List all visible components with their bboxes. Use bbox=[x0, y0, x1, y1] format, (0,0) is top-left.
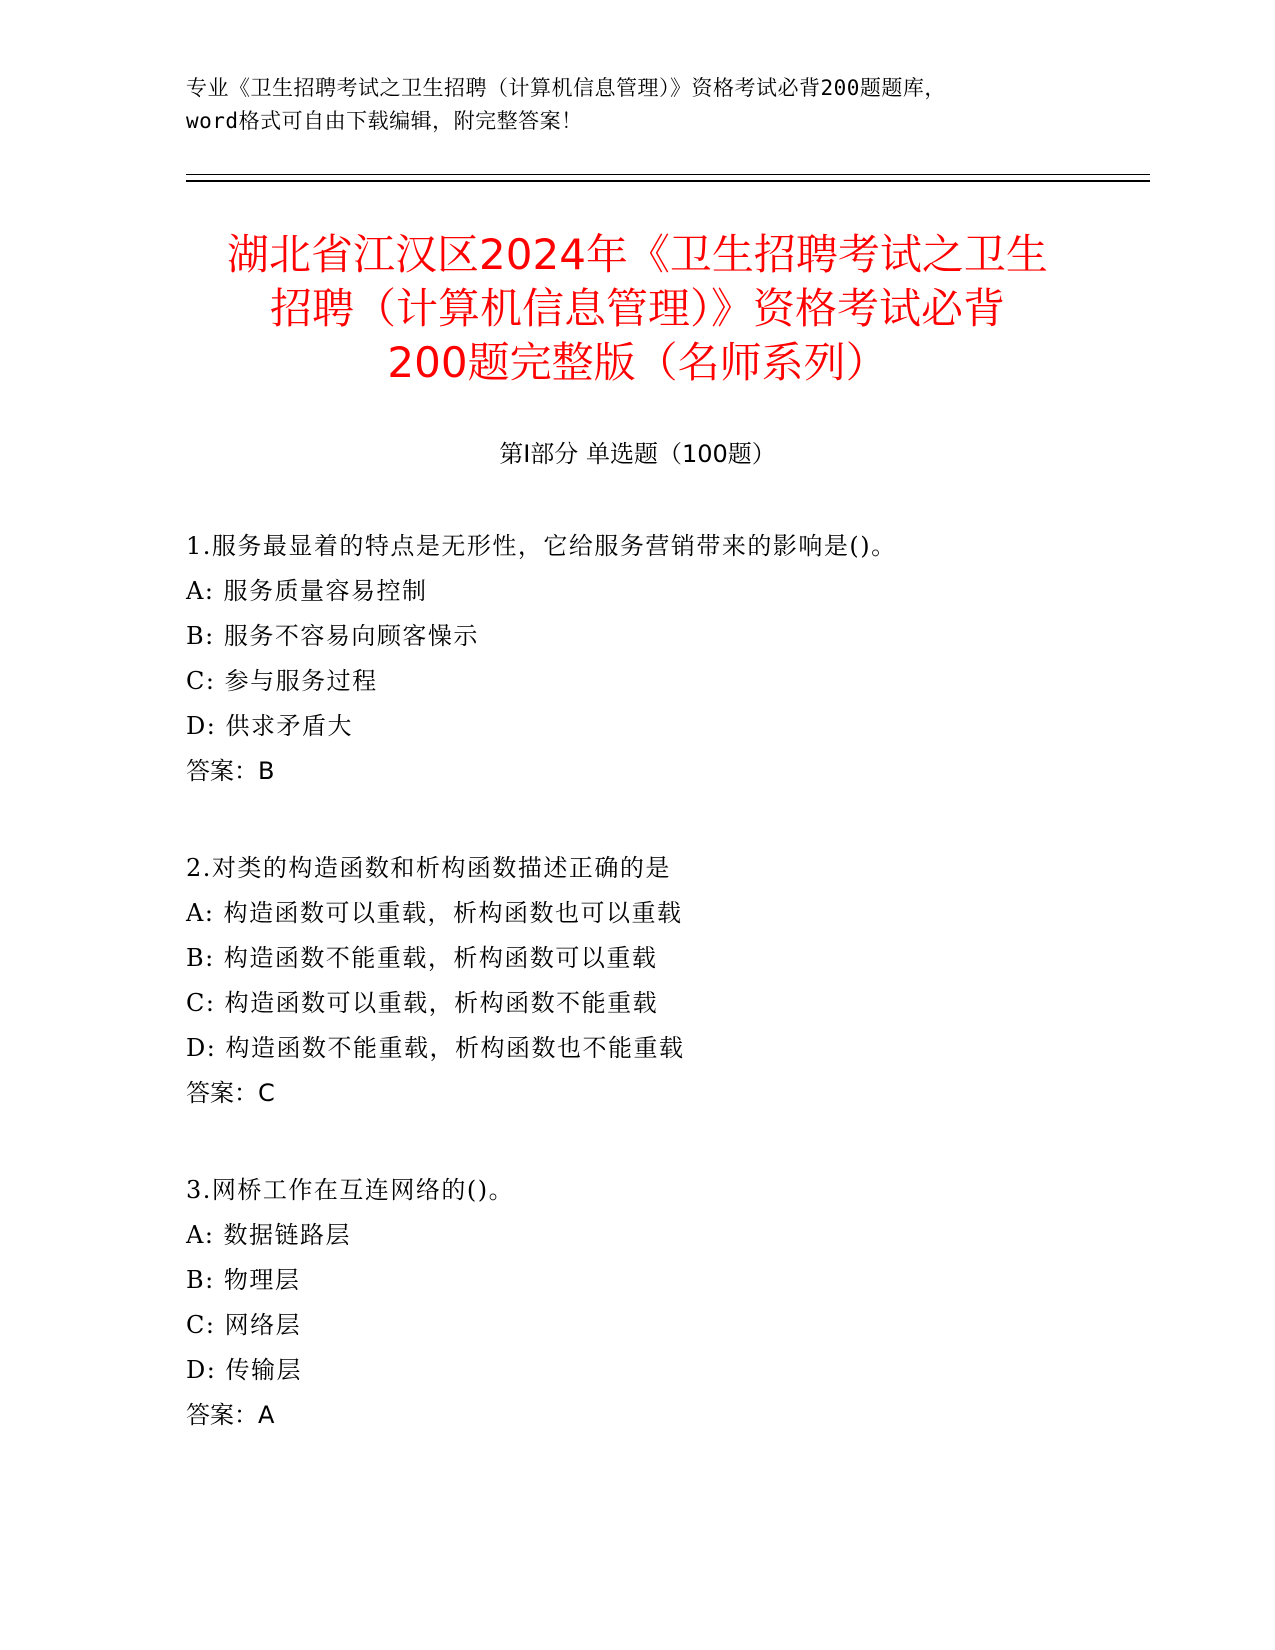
option-c: C: 构造函数可以重载，析构函数不能重载 bbox=[186, 989, 659, 1017]
answer-text: 答案：C bbox=[186, 1079, 275, 1107]
question-stem: 2.对类的构造函数和析构函数描述正确的是 bbox=[186, 854, 671, 882]
header-divider-thin bbox=[186, 174, 1150, 175]
option-d: D: 构造函数不能重载，析构函数也不能重载 bbox=[186, 1034, 685, 1062]
document-title-line-2: 招聘（计算机信息管理）》资格考试必背 bbox=[269, 284, 1005, 333]
answer-text: 答案：B bbox=[186, 757, 275, 785]
option-b: B: 物理层 bbox=[186, 1266, 301, 1294]
question-item bbox=[186, 524, 1086, 794]
question-stem: 1.服务最显着的特点是无形性，它给服务营销带来的影响是()。 bbox=[186, 532, 897, 560]
option-d: D: 供求矛盾大 bbox=[186, 712, 353, 740]
header-note-line-1: 专业《卫生招聘考试之卫生招聘（计算机信息管理）》资格考试必背200题题库， bbox=[186, 76, 946, 100]
section-title: 第Ⅰ部分 单选题（100题） bbox=[499, 440, 776, 468]
option-d: D: 传输层 bbox=[186, 1356, 302, 1384]
option-c: C: 参与服务过程 bbox=[186, 667, 378, 695]
document-title bbox=[150, 228, 1125, 390]
header-note-line-2: word格式可自由下载编辑，附完整答案！ bbox=[186, 109, 583, 133]
option-a: A: 构造函数可以重载，析构函数也可以重载 bbox=[186, 899, 683, 927]
question-item bbox=[186, 846, 1086, 1116]
option-a: A: 服务质量容易控制 bbox=[186, 577, 428, 605]
question-list bbox=[186, 524, 1086, 1490]
option-c: C: 网络层 bbox=[186, 1311, 302, 1339]
document-title-line-3: 200题完整版（名师系列） bbox=[387, 338, 888, 387]
question-item bbox=[186, 1168, 1086, 1438]
header-note bbox=[186, 72, 1086, 138]
question-stem: 3.网桥工作在互连网络的()。 bbox=[186, 1176, 515, 1204]
option-a: A: 数据链路层 bbox=[186, 1221, 352, 1249]
option-b: B: 服务不容易向顾客懆示 bbox=[186, 622, 479, 650]
header-divider-thick bbox=[186, 180, 1150, 182]
answer-text: 答案：A bbox=[186, 1401, 275, 1429]
option-b: B: 构造函数不能重载，析构函数可以重载 bbox=[186, 944, 658, 972]
document-title-line-1: 湖北省江汉区2024年《卫生招聘考试之卫生 bbox=[227, 230, 1048, 279]
